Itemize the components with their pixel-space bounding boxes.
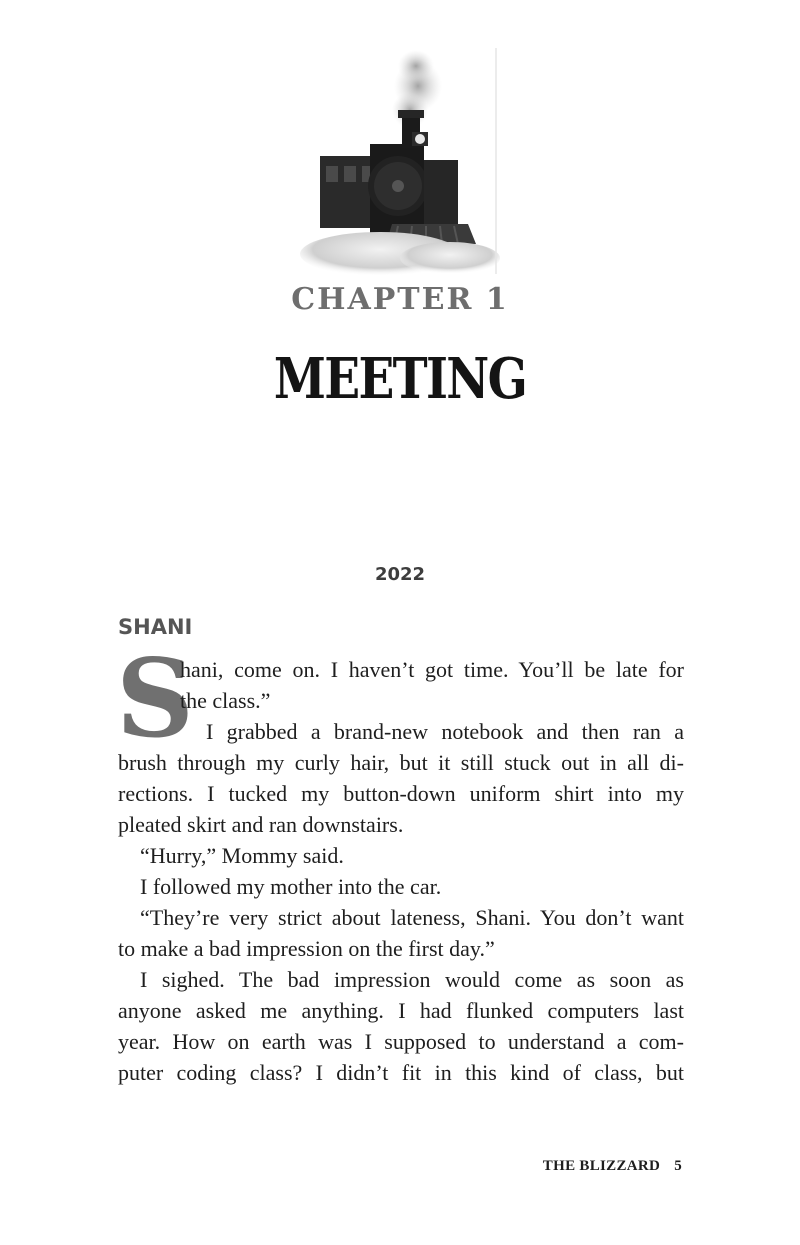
body-line: to make a bad impression on the first day.”: [118, 936, 495, 961]
body-line: pleated skirt and ran downstairs.: [118, 812, 404, 837]
body-line: I sighed. The bad impression would come as soon as: [140, 967, 684, 992]
body-line: “Hurry,” Mommy said.: [140, 843, 344, 868]
page-number: 5: [674, 1158, 682, 1174]
steam-train-illustration: [300, 48, 500, 278]
body-text-indented: [206, 716, 684, 747]
drop-cap: S: [116, 636, 194, 762]
body-line: I followed my mother into the car.: [140, 874, 442, 899]
chapter-title: MEETING: [273, 346, 527, 412]
body-line: brush through my curly hair, but it still stuck out in all di-: [118, 750, 684, 775]
body-line: hani, come on. I haven’t got time. You’ll be late for: [180, 657, 684, 682]
body-line: I grabbed a brand-new notebook and then ran a: [206, 719, 684, 744]
body-text-dropcap-block: [180, 654, 684, 716]
body-line: “They’re very strict about lateness, Shani. You don’t want: [140, 905, 684, 930]
body-line: the class.”: [180, 688, 271, 713]
chapter-label: CHAPTER 1: [291, 282, 509, 317]
body-line: rections. I tucked my button-down uniform shirt into my: [118, 781, 684, 806]
running-head: THE BLIZZARD: [542, 1158, 661, 1174]
page-footer: [543, 1158, 682, 1175]
body-line: puter coding class? I didn’t fit in this kind of class, but: [118, 1060, 684, 1085]
body-line: year. How on earth was I supposed to understand a com-: [118, 1029, 684, 1054]
section-year: 2022: [374, 564, 426, 585]
narrator-heading: SHANI: [118, 615, 193, 639]
body-text: [118, 747, 684, 1088]
body-line: anyone asked me anything. I had flunked computers last: [118, 998, 684, 1023]
